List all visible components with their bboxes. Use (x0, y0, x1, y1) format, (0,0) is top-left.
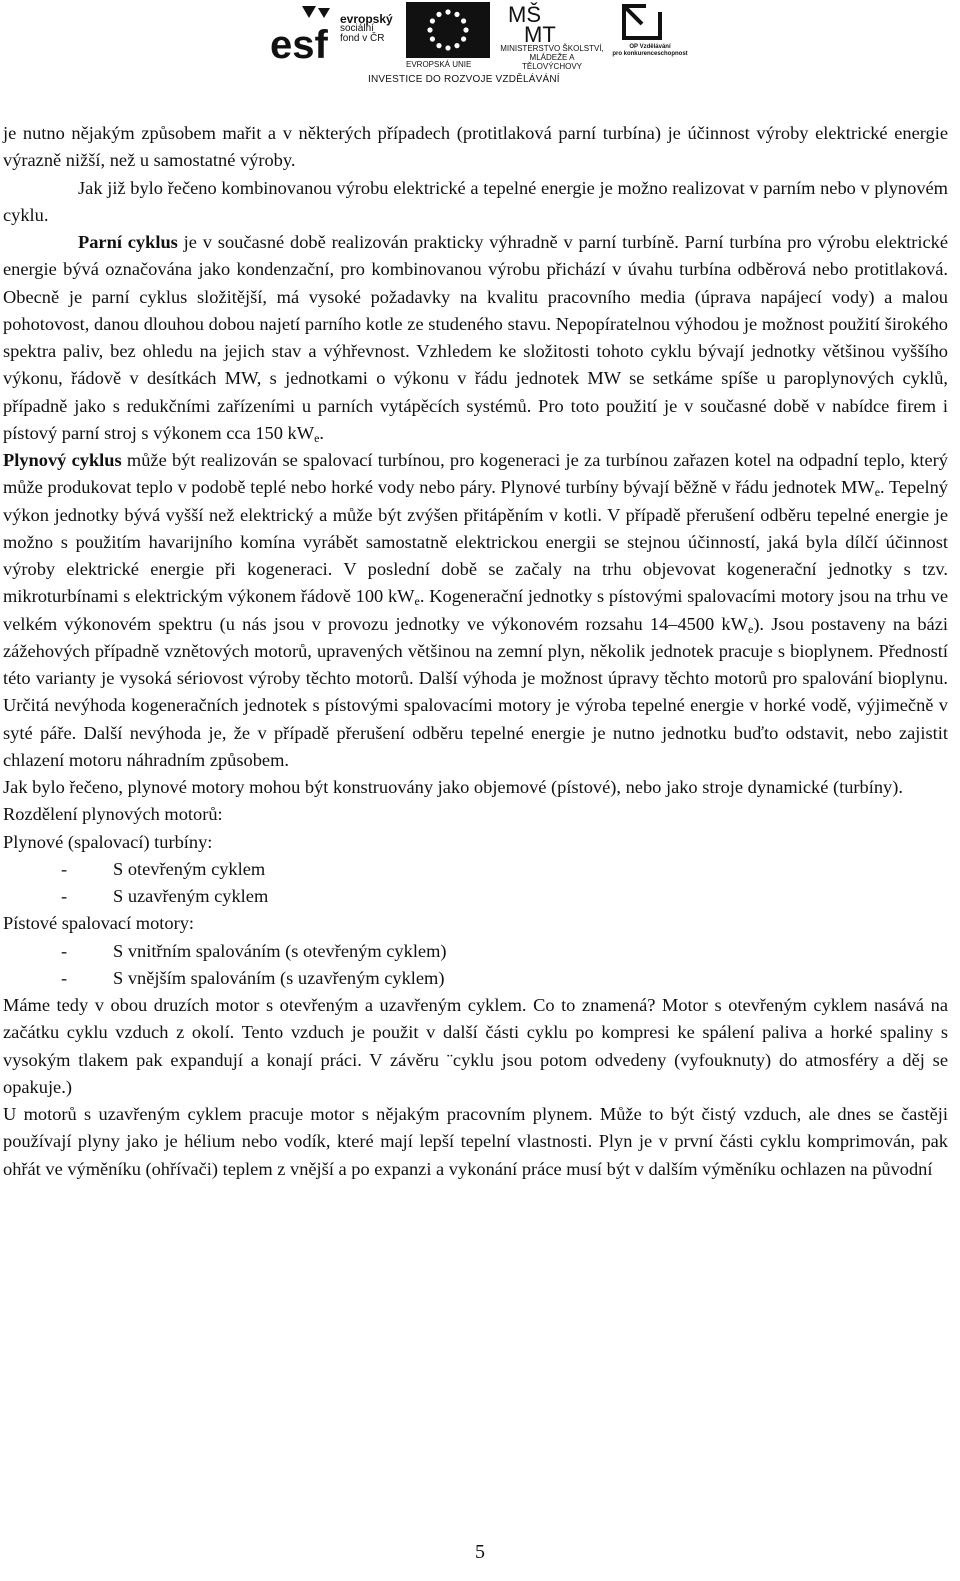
page-number: 5 (475, 1541, 485, 1563)
gas-cycle-text-b: . Tepelný výkon jednotky bývá vyšší než elektrický a může být zvýšen přitápěním v kotli. V případě přerušení odběru tepelné energie je možno s použitím havarijního komína vyrábět samostatně elektrickou energii se stejnou účinností, jaká byla dílčí účinnost výroby elektrické energie při kogeneraci. V poslední době se začaly na trhu objevovat kogenerační jednotky s tzv. mikroturbínami s elektrickým výkonem řádově 100 kW (3, 477, 948, 607)
paragraph-open-cycle: Máme tedy v obou druzích motor s otevřeným a uzavřeným cyklem. Co to znamená? Motor s otevřeným cyklem nasává na začátku cyklu vzduch z okolí. Tento vzduch je použit v další části cyklu po kompresi ke spálení paliva a horké spaliny s vysokým tlakem pak expandují a konají práci. V závěru ¨cyklu jsou potom odvedeny (vyfouknuty) do atmosféry a děj se opakuje.) (3, 995, 948, 1097)
gas-cycle-term: Plynový cyklus (3, 450, 122, 470)
list-item-text: S vnitřním spalováním (s otevřeným cyklem) (113, 940, 447, 961)
gas-cycle-text-d: ). Jsou postaveny na bázi zážehových případně vznětových motorů, upravených většinou na zemní plyn, několik jednotek pracuje s bioplynem. Předností této varianty je vysoká sériovost výroby těchto motorů. Další výhoda je možnost úpravy těchto motorů pro spalování bioplynu. Určitá nevýhoda kogeneračních jednotek s pístovými spalovacími motory je výroba tepelné energie v horké vodě, výjimečně v syté páře. Další nevýhoda je, že v případě přerušení odběru tepelné energie je nutno jednotku buďto odstavit, nebo zajistit chlazení motoru náhradním způsobem. (3, 613, 948, 770)
list-item (3, 856, 948, 883)
esf-label-line3: fond v ČR (340, 33, 385, 44)
svg-text:MŠ: MŠ (508, 2, 541, 27)
paragraph-gas-cycle (3, 447, 948, 774)
steam-cycle-text: je v současné době realizován prakticky výhradně v parní turbíně. Parní turbína pro výrobu elektrické energie bývá označována jako kondenzační, pro kombinovanou výrobu přichází v úvahu turbína odběrová nebo protitlaková. Obecně je parní cyklus složitější, má vysoké požadavky na kvalitu pracovního media (úprava napájecí vody) a malou pohotovost, danou dlouhou dobou najetí parního kotle ze studeného stavu. Nepopíratelnou výhodou je možnost použití širokého spektra paliv, bez ohledu na jejich stav a výhřevnost. Vzhledem ke složitosti tohoto cyklu bývají jednotky většinou vyššího výkonu, řádově v desítkách MW, s jednotkami o výkonu v řádu jednotek MW se setkáme spíše u paroplynových cyklů, případně jako s redukčními zařízeními u parních vytápěcích systémů. Pro toto použití je v současné době v nabídce firem i pístový parní stroj s výkonem cca 150 kW (3, 232, 949, 443)
msmt-caption-line1: MINISTERSTVO ŠKOLSTVÍ, (500, 44, 604, 53)
list-item (3, 965, 948, 992)
eu-flag-icon (406, 2, 490, 58)
steam-cycle-end: . (319, 422, 324, 443)
op-caption-line2: pro konkurenceschopnost (612, 51, 688, 57)
paragraph-1: je nutno nějakým způsobem mařit a v některých případech (protitlaková parní turbína) je účinnost výroby elektrické energie výrazně nižší, než u samostatné výroby. (3, 123, 948, 171)
esf-label (340, 14, 393, 44)
svg-text:esf: esf (270, 23, 328, 64)
op-logo (620, 2, 664, 42)
list-item (3, 883, 948, 910)
svg-text:MT: MT (524, 22, 556, 44)
list-item (3, 938, 948, 965)
gas-cycle-sub-3: e (747, 621, 754, 636)
paragraph-steam-cycle (3, 229, 948, 447)
op-caption-line1: OP Vzdělávání (629, 44, 671, 50)
steam-cycle-term: Parní cyklus (78, 232, 178, 252)
gas-cycle-sub-2: e (414, 594, 420, 609)
paragraph-2: Jak již bylo řečeno kombinovanou výrobu elektrické a tepelné energie je možno realizovat v parním nebo v plynovém cyklu. (3, 177, 948, 225)
gas-turbine-list (3, 856, 948, 911)
esf-label-line1: evropský (340, 12, 393, 26)
paragraph-closed-cycle: U motorů s uzavřeným cyklem pracuje motor s nějakým pracovním plynem. Může to být čistý vzduch, ale dnes se častěji používají plyny jako je hélium nebo vodík, které mají lepší tepelní vlastnosti. Plyn je v první části cyklu komprimován, pak ohřát ve výměníku (ohřívači) teplem z vnější a po expanzi a vykonání práce musí být v dalším výměníku ochlazen na původní (3, 1104, 948, 1179)
header-logo-strip (268, 0, 692, 92)
msmt-caption (500, 44, 604, 71)
heading-piston-engines: Pístové spalovací motory: (3, 913, 195, 934)
msmt-logo (506, 0, 572, 44)
eu-caption: EVROPSKÁ UNIE (406, 60, 472, 69)
list-dash: - (61, 967, 68, 988)
gas-cycle-text-c: . Kogenerační jednotky s pístovými spalovacími motory jsou na trhu ve velkém výkonovém spektru (u nás jsou v provozu jednotky ve výkonovém rozsahu 14–4500 kW (3, 586, 948, 634)
esf-label-line2: sociální (340, 23, 374, 34)
list-dash: - (61, 886, 68, 906)
list-dash: - (61, 940, 68, 961)
list-dash: - (61, 858, 68, 879)
steam-cycle-sub: e (314, 430, 320, 445)
paragraph-engines-intro: Jak bylo řečeno, plynové motory mohou být konstruovány jako objemové (pístové), nebo jako stroje dynamické (turbíny). (3, 777, 903, 797)
op-caption (612, 44, 688, 58)
list-item-text: S otevřeným cyklem (113, 858, 266, 879)
list-item-text: S uzavřeným cyklem (113, 886, 269, 906)
list-item-text: S vnějším spalováním (s uzavřeným cyklem) (113, 967, 445, 988)
gas-cycle-sub-1: e (874, 485, 881, 500)
esf-logo (268, 4, 336, 64)
main-text (3, 120, 948, 1183)
piston-engine-list (3, 938, 948, 993)
investice-tagline: INVESTICE DO ROZVOJE VZDĚLÁVÁNÍ (368, 74, 560, 85)
msmt-caption-line2: MLÁDEŽE A TĚLOVÝCHOVY (521, 53, 582, 71)
gas-cycle-text-a: může být realizován se spalovací turbínou, pro kogeneraci je za turbínou zařazen kotel na odpadní teplo, který může produkovat teplo v podobě teplé nebo horké vody nebo páry. Plynové turbíny bývají běžně v řádu jednotek MW (3, 450, 948, 498)
heading-gas-turbines: Plynové (spalovací) turbíny: (3, 831, 213, 852)
heading-engine-division: Rozdělení plynových motorů: (3, 804, 223, 825)
